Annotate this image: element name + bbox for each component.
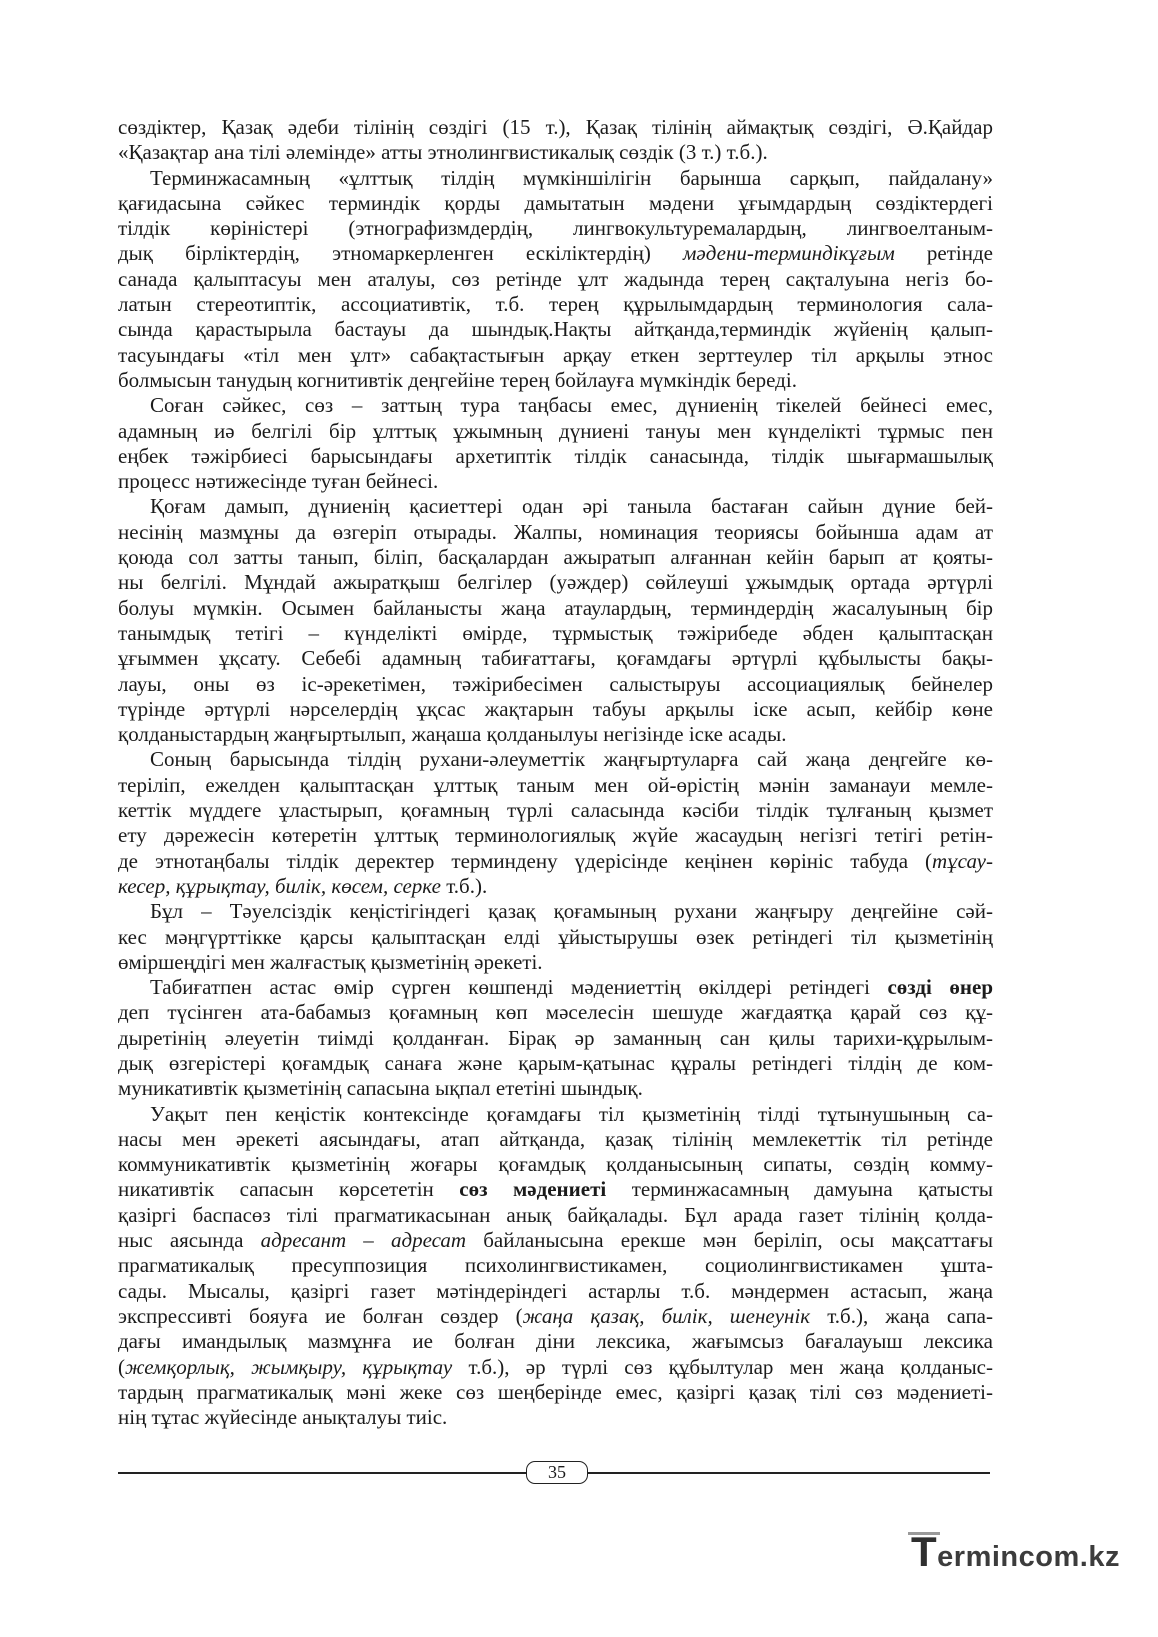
text-line: теріліп, ежелден қалыптасқан ұлттық таным мен ой-өрістің мәнін заманауи мемле- <box>118 772 993 797</box>
bold-text: сөзді өнер <box>887 975 993 1000</box>
text-line: қағидасына сәйкес терминдік қорды дамытатын мәдени ұғымдардың сөздіктердегі <box>118 190 993 215</box>
text-line: адамның иә белгілі бір ұлттық ұжымның дүниені тануы мен күнделікті тұрмыс пен <box>118 418 993 443</box>
text-line: Соның барысында тілдің рухани-әлеуметтік жаңғыртуларға сай жаңа деңгейге кө- <box>150 747 993 772</box>
text-line: Бұл – Тәуелсіздік кеңістігіндегі қазақ қоғамының рухани жаңғыру деңгейіне сәй- <box>150 899 993 924</box>
text-line <box>118 1304 993 1329</box>
text-line: дағы имандылық мазмұнға ие болған діни лексика, жағымсыз бағалауыш лексика <box>118 1329 993 1354</box>
text-line: процесс нәтижесінде туған бейнесі. <box>118 469 439 494</box>
italic-text: кесер, құрықтау, билік, көсем, серке <box>118 873 441 898</box>
text-run: дық бірліктердің, этномаркерленген ескіліктердің) <box>118 241 684 266</box>
text-line <box>118 1355 993 1380</box>
italic-text: мәдени-терминдікұғым <box>683 241 895 266</box>
text-line: коммуникативтік қызметінің жоғары қоғамдық қолданысының сипаты, сөздің комму- <box>118 1152 993 1177</box>
text-line: қазіргі баспасөз тілі прагматикасынан анық байқалады. Бұл арада газет тілінің қолда- <box>118 1202 993 1227</box>
text-run: никативтік сапасын көрсететін <box>118 1177 460 1202</box>
text-line: латын стереотиптік, ассоциативтік, т.б. терең құрылымдардың терминология сала- <box>118 292 993 317</box>
text-line: дық өзгерістері қоғамдық санаға және қарым-қатынас құралы ретіндегі тілдің де ком- <box>118 1050 993 1075</box>
text-line: болмысын танудың когнитивтік деңгейіне терең бойлауға мүмкіндік береді. <box>118 367 797 392</box>
text-run: т.б.). <box>440 873 488 898</box>
text-line: сады. Мысалы, қазіргі газет мәтіндеріндегі астарлы т.б. мәндермен астасып, жаңа <box>118 1278 993 1303</box>
text-run: ( <box>118 1354 125 1379</box>
text-line: болуы мүмкін. Осымен байланысты жаңа атаулардың, терминдердің жасалуының бір <box>118 595 993 620</box>
text-line: деп түсінген ата-бабамыз қоғамның көп мәселесін шешуде жағдаятқа қарай сөз құ- <box>118 1000 993 1025</box>
text-run: экспрессивті бояуға ие болған сөздер ( <box>118 1303 523 1328</box>
text-line <box>118 874 993 899</box>
text-line: түрінде әртүрлі нәрселердің ұқсас жақтарын табуы арқылы іске асып, кейбір көне <box>118 696 993 721</box>
text-line <box>118 241 993 266</box>
italic-text: жемқорлық, жымқыру, құрықтау <box>125 1354 453 1379</box>
text-line: нің тұтас жүйесінде анықталуы тиіс. <box>118 1405 448 1430</box>
text-line: ны белгілі. Мұндай ажыратқыш белгілер (уәждер) сөйлеуші ұжымдық ортада әртүрлі <box>118 570 993 595</box>
text-run: де этнотаңбалы тілдік деректер терминдену үдерісінде кеңінен көрініс табуда ( <box>118 848 933 873</box>
text-line: Терминжасамның «ұлттық тілдің мүмкіншілігін барынша сарқып, пайдалану» <box>150 165 993 190</box>
paragraph <box>118 494 993 747</box>
text-line: Соған сәйкес, сөз – заттың тура таңбасы емес, дүниенің тікелей бейнесі емес, <box>150 393 993 418</box>
text-line: Қоғам дамып, дүниенің қасиеттері одан әрі таныла бастаған сайын дүние бей- <box>150 494 993 519</box>
text-line: насы мен әрекеті аясындағы, атап айтқанда, қазақ тілінің мемлекеттік тіл ретінде <box>118 1126 993 1151</box>
text-line: прагматикалық пресуппозиция психолингвистикамен, социолингвистикамен ұшта- <box>118 1253 993 1278</box>
watermark-logo <box>905 1524 1120 1586</box>
italic-text: жаңа қазақ, билік, шенеунік <box>522 1303 811 1328</box>
logo-text: Termincom.kz <box>911 1528 1120 1575</box>
text-line: еңбек тәжірбиесі барысындағы архетиптік тілдік санасында, тілдік шығармашылық <box>118 443 993 468</box>
text-line <box>118 975 993 1000</box>
paragraph <box>118 166 993 394</box>
text-line: қоюда сол затты танып, біліп, басқалардан ажыратып алғаннан кейін барып ат қояты- <box>118 545 993 570</box>
text-line: «Қазақтар ана тілі әлемінде» атты этнолингвистикалық сөздік (3 т.) т.б.). <box>118 140 768 165</box>
text-line: несінің мазмұны да өзгеріп отырады. Жалпы, номинация теориясы бойынша адам ат <box>118 519 993 544</box>
paragraph <box>118 899 993 975</box>
text-line: кеттік мүддеге ұластырып, қоғамның түрлі саласында кәсіби тілдік тұлғаның қызмет <box>118 798 993 823</box>
text-line: тілдік көріністері (этнографизмдердің, лингвокультуремалардың, лингвоелтаным- <box>118 216 993 241</box>
text-run: т.б.), жаңа сапа- <box>810 1303 993 1328</box>
text-line: Уақыт пен кеңістік контексінде қоғамдағы тіл қызметінің тілді тұтынушының са- <box>150 1101 993 1126</box>
text-run: байланысына ерекше мән беріліп, осы мақсаттағы <box>466 1228 994 1253</box>
italic-text: тұсау- <box>932 848 993 873</box>
text-line: тасуындағы «тіл мен ұлт» сабақтастығын арқау еткен зерттеулер тіл арқылы этнос <box>118 342 993 367</box>
text-line: лауы, оны өз іс-әрекетімен, тәжірибесімен салыстыруы ассоциациялық бейнелер <box>118 671 993 696</box>
italic-text: адресант – адресат <box>260 1228 467 1253</box>
text-line: ұғыммен ұқсату. Себебі адамның табиғаттағы, қоғамдағы әртүрлі құбылысты бақы- <box>118 646 993 671</box>
text-line: дыретінің әлеуетін тиімді қолданған. Бірақ әр заманның сан қилы тарихи-құрылым- <box>118 1025 993 1050</box>
text-line: өміршеңдігі мен жалғастық қызметінің әрекеті. <box>118 949 543 974</box>
text-line: санада қалыптасуы мен аталуы, сөз ретінде ұлт жадында терең сақталуына негіз бо- <box>118 266 993 291</box>
text-line <box>118 1177 993 1202</box>
text-line: сында қарастырыла бастауы да шындық.Нақты айтқанда,терминдік жүйенің қалып- <box>118 317 993 342</box>
paragraph <box>118 393 993 494</box>
text-run: терминжасамның дамуына қатысты <box>606 1177 994 1202</box>
text-line <box>118 849 993 874</box>
paragraph <box>118 1102 993 1431</box>
text-line: сөздіктер, Қазақ әдеби тілінің сөздігі (15 т.), Қазақ тілінің аймақтық сөздігі, Ә.Қайдар <box>118 115 993 139</box>
text-run: ретінде <box>894 241 993 266</box>
text-line: кес мәңгүрттікке қарсы қалыптасқан елді ұйыстырушы өзек ретіндегі тіл қызметінің <box>118 924 993 949</box>
text-line: тардың прагматикалық мәні жеке сөз шеңберінде емес, қазіргі қазақ тілі сөз мәдениеті- <box>118 1379 993 1404</box>
text-line: муникативтік қызметінің сапасына ықпал ететіні шындық. <box>118 1076 643 1101</box>
page-number: 35 <box>526 1461 588 1484</box>
text-line: ету дәрежесін көтеретін ұлттық терминологиялық жүйе жасаудың негізгі тетігі ретін- <box>118 823 993 848</box>
text-run: Табиғатпен астас өмір сүрген көшпенді мәдениеттің өкілдері ретіндегі <box>150 975 888 1000</box>
paragraph <box>118 747 993 899</box>
bold-text: сөз мәдениеті <box>459 1177 607 1202</box>
text-line: қолданыстардың жаңғыртылып, жаңаша қолданылуы негізінде іске асады. <box>118 722 787 747</box>
text-run: ныс аясында <box>118 1228 261 1253</box>
text-line: танымдық тетігі – күнделікті өмірде, тұрмыстық тәжірибеде әбден қалыптасқан <box>118 620 993 645</box>
paragraph <box>118 115 993 166</box>
text-run: т.б.), әр түрлі сөз құбылтулар мен жаңа қолданыс- <box>452 1354 994 1379</box>
paragraph <box>118 975 993 1101</box>
text-line <box>118 1228 993 1253</box>
page-body-text <box>118 115 993 1430</box>
